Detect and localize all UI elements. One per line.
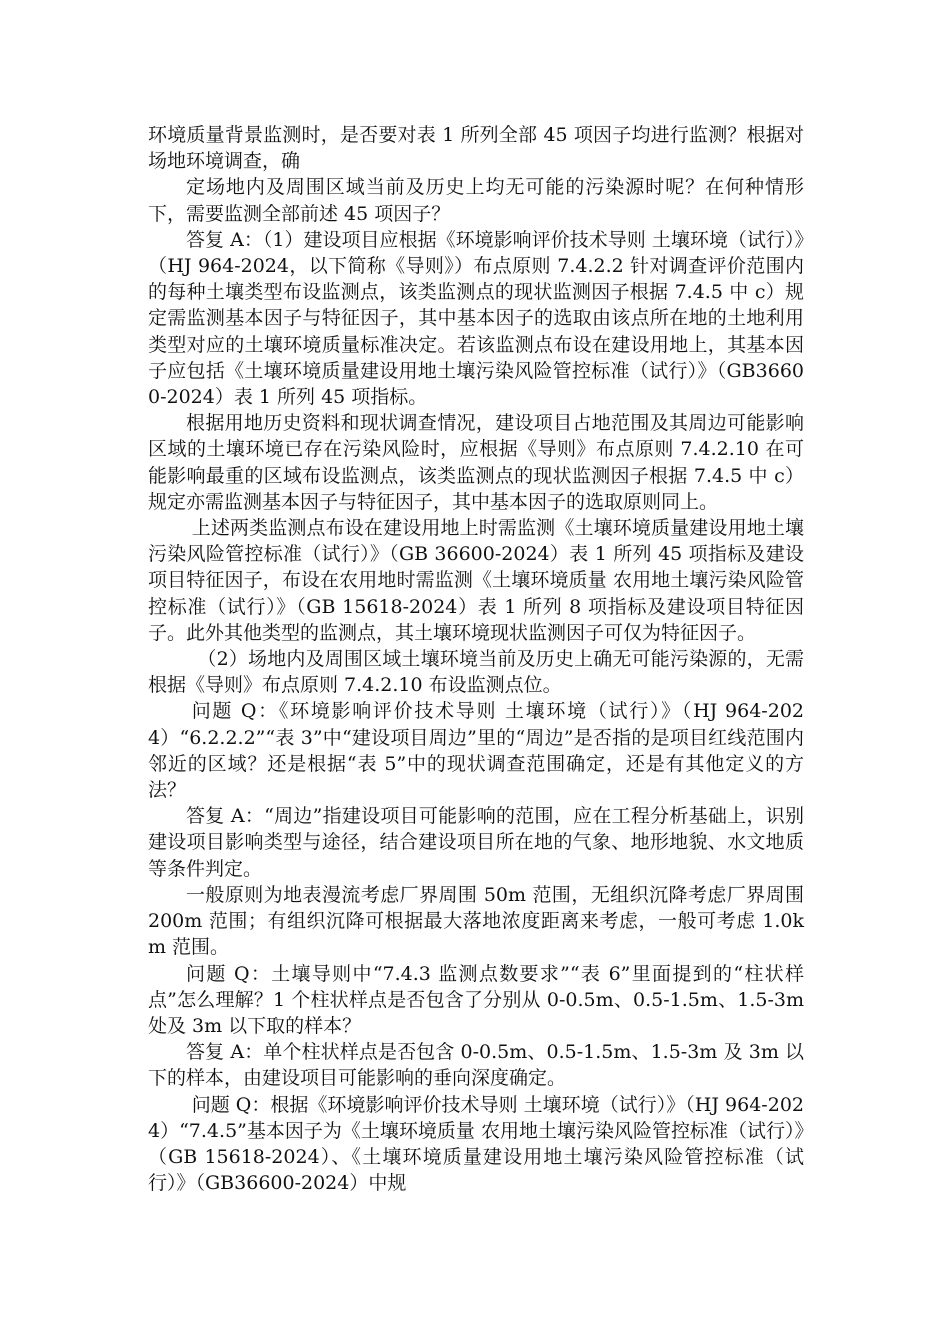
- paragraph-6: （2）场地内及周围区域土壤环境当前及历史上确无可能污染源的，无需根据《导则》布点原则 7.4.2.10 布设监测点位。: [148, 648, 804, 697]
- paragraph-4: 根据用地历史资料和现状调查情况，建设项目占地范围及其周边可能影响区域的土壤环境已存在污染风险时，应根据《导则》布点原则 7.4.2.10 在可能影响最重的区域布设监测点，该类监测点的现状监测因子根据 7.4.5 中 c）规定亦需监测基本因子与特征因子，其中基本因子的选取原则同上。: [148, 412, 804, 513]
- paragraph-12: 问题 Q：根据《环境影响评价技术导则 土壤环境（试行）》（HJ 964-2024）“7.4.5”基本因子为《土壤环境质量 农用地土壤污染风险管控标准（试行）》（GB 15618-2024）、《土壤环境质量建设用地土壤污染风险管控标准（试行）》（GB36600-2024）中规: [148, 1093, 804, 1195]
- paragraph-1: 环境质量背景监测时，是否要对表 1 所列全部 45 项因子均进行监测？根据对场地环境调查，确: [148, 124, 804, 173]
- paragraph-2: 定场地内及周围区域当前及历史上均无可能的污染源时呢？在何种情形下，需要监测全部前述 45 项因子？: [148, 176, 804, 225]
- paragraph-5: 上述两类监测点布设在建设用地上时需监测《土壤环境质量建设用地土壤污染风险管控标准（试行）》（GB 36600-2024）表 1 所列 45 项指标及建设项目特征因子，布设在农用地时需监测《土壤环境质量 农用地土壤污染风险管控标准（试行）》（GB 15618-2024）表 1 所列 8 项指标及建设项目特征因子。此外其他类型的监测点，其土壤环境现状监测因子可仅为特征因子。: [148, 517, 804, 644]
- paragraph-10: 问题 Q：土壤导则中“7.4.3 监测点数要求”“表 6”里面提到的“柱状样点”怎么理解？1 个柱状样点是否包含了分别从 0-0.5m、0.5-1.5m、1.5-3m 处及 3m 以下取的样本？: [148, 962, 804, 1037]
- paragraph-11: 答复 A：单个柱状样点是否包含 0-0.5m、0.5-1.5m、1.5-3m 及 3m 以下的样本，由建设项目可能影响的垂向深度确定。: [148, 1041, 804, 1090]
- paragraph-9: 一般原则为地表漫流考虑厂界周围 50m 范围，无组织沉降考虑厂界周围 200m 范围；有组织沉降可根据最大落地浓度距离来考虑，一般可考虑 1.0km 范围。: [148, 883, 804, 959]
- document-body: [148, 122, 804, 1196]
- paragraph-8: 答复 A：“周边”指建设项目可能影响的范围，应在工程分析基础上，识别建设项目影响类型与途径，结合建设项目所在地的气象、地形地貌、水文地质等条件判定。: [148, 805, 804, 880]
- paragraph-3: 答复 A：（1）建设项目应根据《环境影响评价技术导则 土壤环境（试行）》（HJ 964-2024，以下简称《导则》）布点原则 7.4.2.2 针对调查评价范围内的每种土壤类型布设监测点，该类监测点的现状监测因子根据 7.4.5 中 c）规定需监测基本因子与特征因子，其中基本因子的选取由该点所在地的土地利用类型对应的土壤环境质量标准决定。若该监测点布设在建设用地上，其基本因子应包括《土壤环境质量建设用地土壤污染风险管控标准（试行）》（GB36600-2024）表 1 所列 45 项指标。: [148, 228, 804, 409]
- paragraph-7: 问题 Q：《环境影响评价技术导则 土壤环境（试行）》（HJ 964-2024）“6.2.2.2”“表 3”中“建设项目周边”里的“周边”是否指的是项目红线范围内邻近的区域？还是根据“表 5”中的现状调查范围确定，还是有其他定义的方法？: [148, 700, 804, 802]
